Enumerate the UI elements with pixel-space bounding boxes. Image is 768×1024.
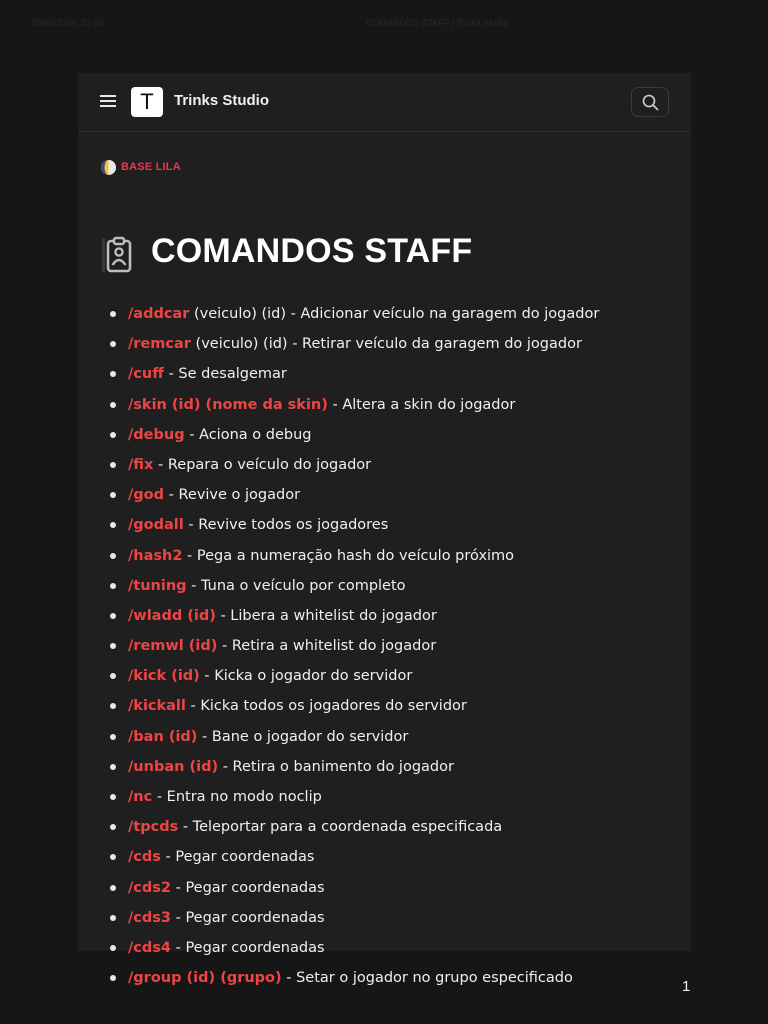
command-name: /unban (id) <box>128 758 219 775</box>
command-name: /group (id) (grupo) <box>128 970 282 987</box>
command-item <box>100 845 670 875</box>
command-description: - Retira o banimento do jogador <box>218 758 454 775</box>
command-item <box>100 936 670 966</box>
command-description: - Kicka o jogador do servidor <box>199 668 413 685</box>
command-item <box>100 725 670 755</box>
command-name: /fix <box>128 456 154 473</box>
command-description: - Entra no modo noclip <box>152 789 322 805</box>
command-name: /god <box>128 487 165 504</box>
command-item <box>100 453 670 483</box>
command-item <box>100 604 670 634</box>
command-name: /cds <box>128 849 161 866</box>
top-navigation-bar <box>78 73 691 132</box>
command-item <box>100 302 670 332</box>
command-item <box>100 876 670 906</box>
command-item <box>100 393 670 423</box>
command-item <box>100 785 670 815</box>
command-description: - Aciona o debug <box>184 426 312 443</box>
command-description: - Retira a whitelist do jogador <box>217 638 437 655</box>
command-item <box>100 815 670 845</box>
command-item <box>100 694 670 724</box>
command-description: - Pegar coordenadas <box>171 909 325 926</box>
print-date: 20/05/2025, 22:28 <box>31 18 104 28</box>
command-name: /kick (id) <box>128 668 200 685</box>
command-description: - Tuna o veículo por completo <box>186 577 406 594</box>
command-item <box>100 755 670 785</box>
breadcrumb-label[interactable]: BASE LILA <box>121 161 181 173</box>
command-item <box>100 664 670 694</box>
command-name: /remcar <box>128 336 191 353</box>
command-name: /debug <box>128 426 185 443</box>
command-description: - Pegar coordenadas <box>160 849 315 866</box>
half-moon-icon <box>100 159 117 176</box>
command-item <box>100 513 670 543</box>
command-name: /kickall <box>128 698 186 715</box>
command-item <box>100 332 670 362</box>
command-description: - Pegar coordenadas <box>171 939 325 956</box>
command-item <box>100 906 670 936</box>
print-header <box>0 16 768 32</box>
command-name: /tuning <box>128 577 187 594</box>
command-list <box>100 302 670 996</box>
site-name[interactable]: Trinks Studio <box>174 92 270 109</box>
command-name: /wladd (id) <box>128 607 216 624</box>
command-description: - Kicka todos os jogadores do servidor <box>185 698 467 715</box>
command-name: /cuff <box>128 366 164 383</box>
page-number: 1 <box>682 978 691 995</box>
command-description: - Pega a numeração hash do veículo próximo <box>182 547 515 564</box>
command-description: (veiculo) (id) - Adicionar veículo na garagem do jogador <box>189 306 600 322</box>
site-logo[interactable]: T <box>131 87 163 117</box>
command-name: /cds4 <box>128 939 171 956</box>
command-description: - Revive todos os jogadores <box>183 517 389 534</box>
page-card <box>78 73 691 987</box>
command-item <box>100 574 670 604</box>
command-name: /tpcds <box>128 819 179 836</box>
command-item <box>100 483 670 513</box>
command-name: /hash2 <box>128 547 183 564</box>
command-description: - Repara o veículo do jogador <box>153 456 372 473</box>
command-description: - Bane o jogador do servidor <box>197 728 409 745</box>
command-item <box>100 634 670 664</box>
search-icon <box>642 94 659 111</box>
page-title: COMANDOS STAFF <box>151 232 473 270</box>
search-button[interactable] <box>631 87 669 117</box>
command-name: /cds2 <box>128 879 171 896</box>
breadcrumb[interactable] <box>100 159 181 175</box>
command-description: - Se desalgemar <box>163 366 287 383</box>
command-item <box>100 966 670 996</box>
command-name: /skin (id) (nome da skin) <box>128 396 328 413</box>
command-description: - Teleportar para a coordenada especificada <box>178 819 503 836</box>
command-name: /cds3 <box>128 909 171 926</box>
command-description: - Revive o jogador <box>164 487 301 504</box>
print-title: COMANDOS STAFF | Trinks Studio <box>366 18 509 28</box>
command-description: - Altera a skin do jogador <box>327 396 516 413</box>
command-name: /remwl (id) <box>128 638 218 655</box>
command-item <box>100 544 670 574</box>
staff-badge-icon <box>100 235 136 275</box>
command-item <box>100 423 670 453</box>
command-item <box>100 362 670 392</box>
command-name: /nc <box>128 789 153 805</box>
command-description: - Pegar coordenadas <box>171 879 325 896</box>
command-description: - Setar o jogador no grupo especificado <box>281 970 573 987</box>
command-description: - Libera a whitelist do jogador <box>215 607 437 624</box>
hamburger-menu-icon[interactable] <box>100 95 116 109</box>
command-name: /ban (id) <box>128 728 198 745</box>
command-name: /godall <box>128 517 184 534</box>
command-description: (veiculo) (id) - Retirar veículo da garagem do jogador <box>190 336 582 353</box>
command-name: /addcar <box>128 306 190 322</box>
